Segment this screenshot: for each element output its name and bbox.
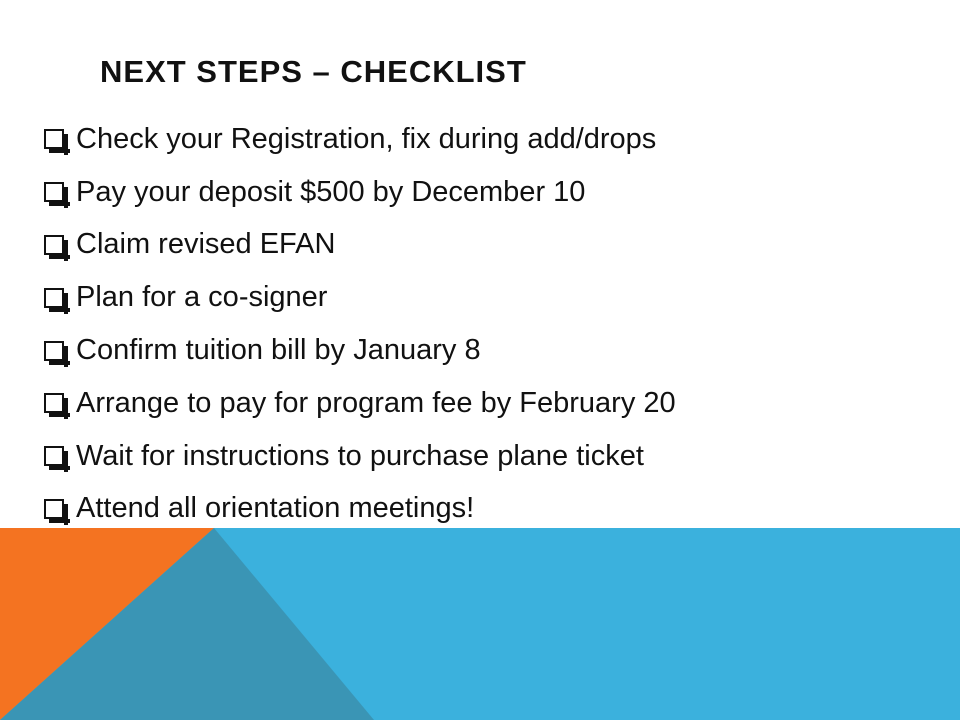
checklist-item xyxy=(44,271,676,324)
checklist xyxy=(44,113,676,535)
checklist-item-text: Arrange to pay for program fee by February 20 xyxy=(76,386,676,419)
checklist-item-text: Claim revised EFAN xyxy=(76,228,336,261)
checklist-item xyxy=(44,324,676,377)
checkbox-icon xyxy=(44,446,64,466)
checkbox-icon xyxy=(44,341,64,361)
checklist-item-text: Plan for a co-signer xyxy=(76,281,328,314)
checklist-item xyxy=(44,166,676,219)
checklist-item xyxy=(44,483,676,536)
checkbox-icon xyxy=(44,393,64,413)
checklist-item xyxy=(44,430,676,483)
checkbox-icon xyxy=(44,129,64,149)
checklist-item-text: Confirm tuition bill by January 8 xyxy=(76,334,481,367)
checklist-item-text: Wait for instructions to purchase plane ticket xyxy=(76,439,644,472)
checklist-item xyxy=(44,377,676,430)
checklist-item xyxy=(44,113,676,166)
checkbox-icon xyxy=(44,288,64,308)
checkbox-icon xyxy=(44,499,64,519)
checkbox-icon xyxy=(44,235,64,255)
checklist-item-text: Check your Registration, fix during add/drops xyxy=(76,122,657,155)
checklist-item-text: Pay your deposit $500 by December 10 xyxy=(76,175,586,208)
checklist-item xyxy=(44,219,676,272)
slide-title: NEXT STEPS – CHECKLIST xyxy=(100,54,527,89)
checkbox-icon xyxy=(44,182,64,202)
checklist-item-text: Attend all orientation meetings! xyxy=(76,492,475,525)
